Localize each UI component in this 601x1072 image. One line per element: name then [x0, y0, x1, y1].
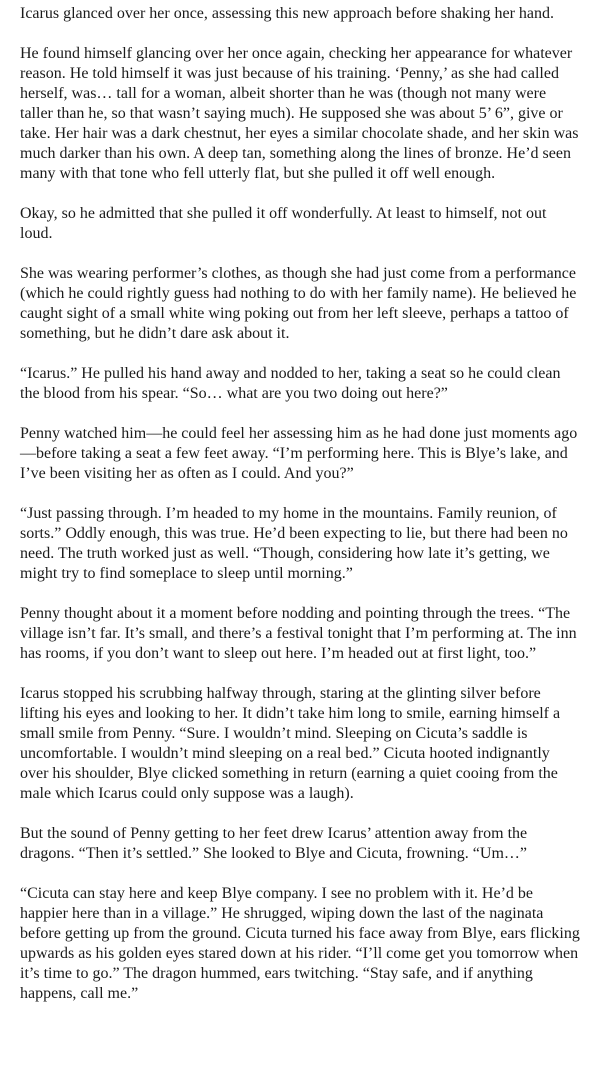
paragraph-5: “Icarus.” He pulled his hand away and nodded to her, taking a seat so he could clean the blood from his spear. “So… what are you two doing out here?” [20, 365, 561, 402]
paragraph-2: He found himself glancing over her once again, checking her appearance for whatever reason. He told himself it was just because of his training. ‘Penny,’ as she had called herself, was… tall for a woman, albeit shorter than he was (though not many were taller than he, so that wasn’t saying much). He supposed she was about 5’ 6”, give or take. Her hair was a dark chestnut, her eyes a similar chocolate shade, and her skin was much darker than his own. A deep tan, something along the lines of bronze. He’d seen many with that tone who fell utterly flat, but she pulled it off well enough. [20, 45, 579, 182]
paragraph-4: She was wearing performer’s clothes, as though she had just come from a performance (which he could rightly guess had nothing to do with her family name). He believed he caught sight of a small white wing poking out from her left sleeve, perhaps a tattoo of something, but he didn’t dare ask about it. [20, 265, 577, 342]
paragraph-1: Icarus glanced over her once, assessing this new approach before shaking her hand. [20, 5, 555, 22]
paragraph-7: “Just passing through. I’m headed to my home in the mountains. Family reunion, of sorts.” Oddly enough, this was true. He’d been expecting to lie, but there had been no need. The truth worked just as well. “Though, considering how late it’s getting, we might try to find someplace to sleep until morning.” [20, 505, 568, 582]
paragraph-3: Okay, so he admitted that she pulled it off wonderfully. At least to himself, not out loud. [20, 205, 547, 242]
paragraph-8: Penny thought about it a moment before nodding and pointing through the trees. “The village isn’t far. It’s small, and there’s a festival tonight that I’m performing at. The inn has rooms, if you don’t want to sleep out here. I’m headed out at first light, too.” [20, 605, 577, 662]
paragraph-10: But the sound of Penny getting to her feet drew Icarus’ attention away from the dragons. “Then it’s settled.” She looked to Blye and Cicuta, frowning. “Um…” [20, 825, 528, 862]
paragraph-11: “Cicuta can stay here and keep Blye company. I see no problem with it. He’d be happier here than in a village.” He shrugged, wiping down the last of the naginata before getting up from the ground. Cicuta turned his face away from Blye, ears flicking upwards as his golden eyes stared down at his rider. “I’ll come get you tomorrow when it’s time to go.” The dragon hummed, ears twitching. “Stay safe, and if anything happens, call me.” [20, 885, 580, 1002]
paragraph-6: Penny watched him—he could feel her assessing him as he had done just moments ago—before taking a seat a few feet away. “I’m performing here. This is Blye’s lake, and I’ve been visiting her as often as I could. And you?” [20, 425, 578, 482]
paragraph-9: Icarus stopped his scrubbing halfway through, staring at the glinting silver before lifting his eyes and looking to her. It didn’t take him long to smile, earning himself a small smile from Penny. “Sure. I wouldn’t mind. Sleeping on Cicuta’s saddle is uncomfortable. I wouldn’t mind sleeping on a real bed.” Cicuta hooted indignantly over his shoulder, Blye clicked something in return (earning a quiet cooing from the male which Icarus could only suppose was a laugh). [20, 685, 561, 802]
